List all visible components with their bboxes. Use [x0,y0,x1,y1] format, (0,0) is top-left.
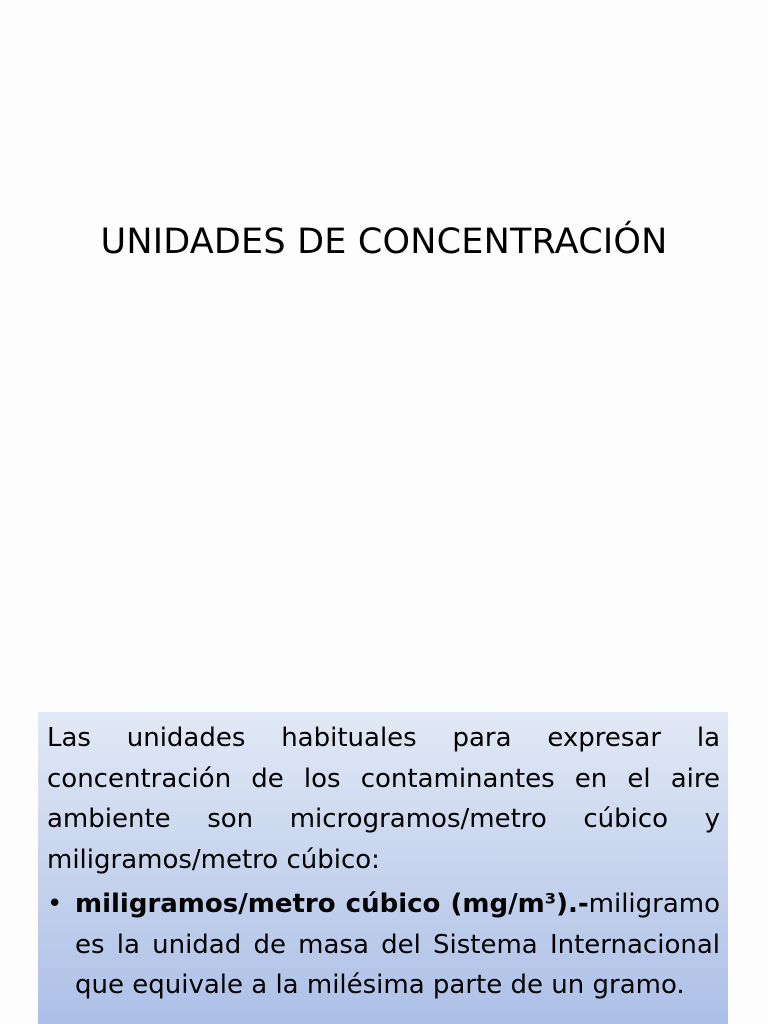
bullet-text: miligramo es la unidad de masa del Sistema Internacional que equivale a la milésima parte de un gramo. [75,889,720,1000]
bullet-term: miligramos/metro cúbico (mg/m³).- [75,889,589,919]
list-item [47,884,720,1006]
intro-paragraph: Las unidades habituales para expresar la concentración de los contaminantes en el aire ambiente son microgramos/metro cúbico y miligramos/metro cúbico: [47,723,720,875]
slide-title: UNIDADES DE CONCENTRACIÓN [100,222,668,262]
bullet-icon: • [47,889,63,919]
content-box [38,712,728,1024]
